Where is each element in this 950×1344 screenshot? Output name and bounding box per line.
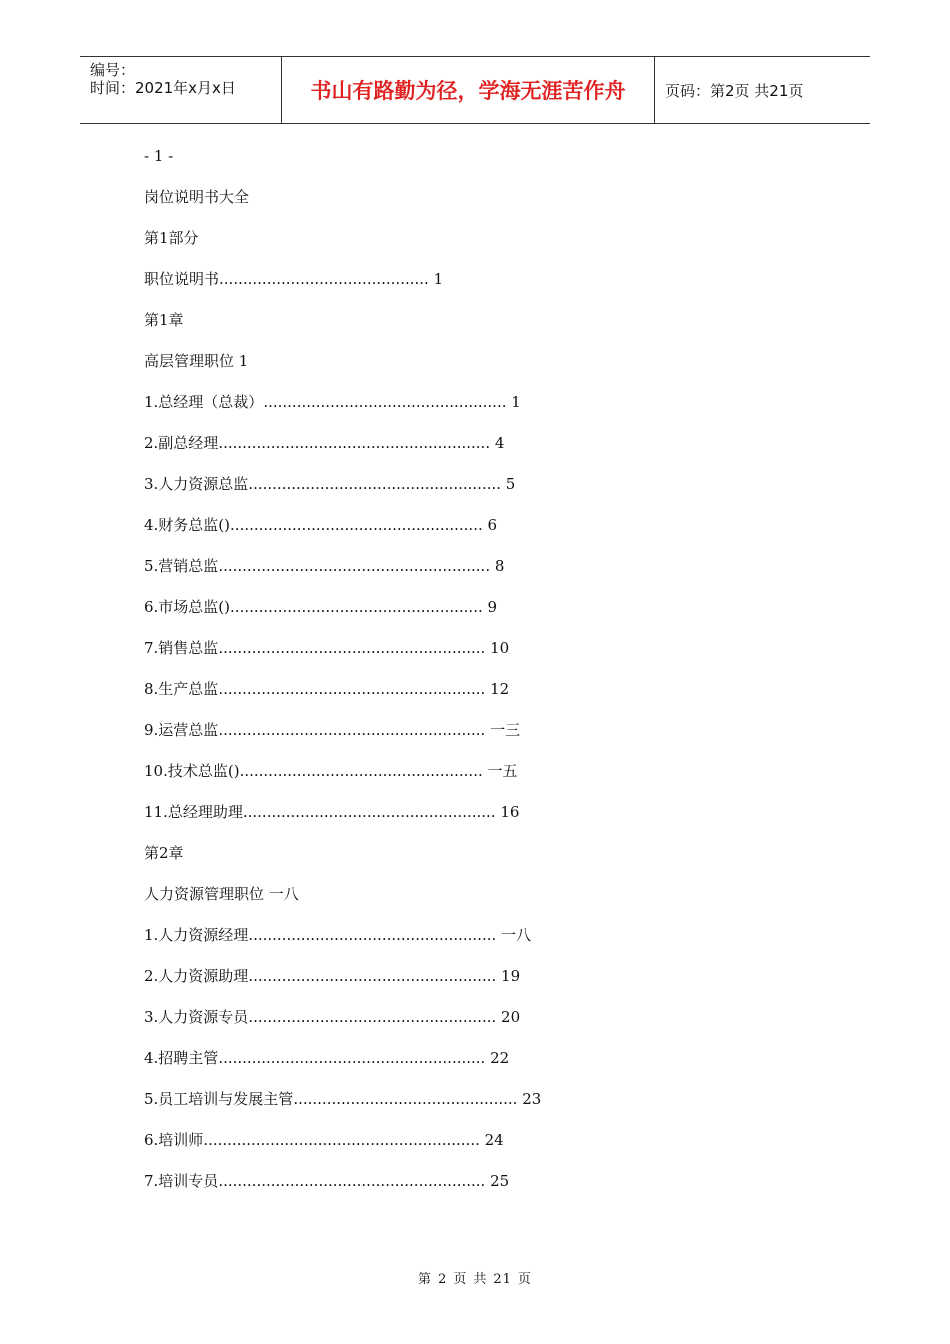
footer-total: 21 — [493, 1272, 512, 1287]
toc-text: 第1部分 — [144, 229, 199, 247]
number-label: 编号： — [90, 61, 136, 79]
footer-di: 第 — [418, 1272, 433, 1287]
toc-text: 第2章 — [144, 844, 184, 862]
toc-line — [144, 757, 794, 798]
toc-dots: .................................................... — [248, 1008, 497, 1026]
toc-page: 24 — [479, 1131, 504, 1149]
toc-text: 1.人力资源经理 — [144, 926, 249, 944]
toc-page: 20 — [496, 1008, 521, 1026]
toc-text: 10.技术总监() — [144, 762, 240, 780]
header-motto: 书山有路勤为径，学海无涯苦作舟 — [282, 57, 655, 123]
toc-dots: ..................................................... — [230, 598, 483, 616]
toc-text: - 1 - — [144, 147, 174, 165]
toc-line — [144, 716, 794, 757]
toc-page: 8 — [490, 557, 505, 575]
toc-line — [144, 1085, 794, 1126]
toc-line — [144, 224, 794, 265]
toc-page: 一三 — [485, 721, 521, 739]
toc-dots: ........................................................ — [218, 1049, 486, 1067]
toc-text: 人力资源管理职位 一八 — [144, 885, 299, 903]
toc-page: 23 — [517, 1090, 542, 1108]
toc-text: 岗位说明书大全 — [144, 188, 250, 206]
footer-page-number: 2 — [438, 1272, 448, 1287]
toc-line — [144, 429, 794, 470]
toc-dots: ..................................................... — [242, 803, 496, 821]
toc-page: 一八 — [496, 926, 532, 944]
toc-text: 5.员工培训与发展主管 — [144, 1090, 294, 1108]
toc-text: 2.副总经理 — [144, 434, 219, 452]
toc-page: 5 — [501, 475, 516, 493]
toc-line — [144, 511, 794, 552]
toc-line — [144, 1044, 794, 1085]
toc-dots: ......................................................... — [218, 557, 491, 575]
toc-text: 11.总经理助理 — [144, 803, 243, 821]
toc-dots: ........................................................ — [218, 1172, 486, 1190]
toc-text: 1.总经理（总裁） — [144, 393, 264, 411]
toc-dots: ........................................................ — [218, 639, 486, 657]
toc-line — [144, 388, 794, 429]
toc-page: 4 — [490, 434, 505, 452]
toc-page: 1 — [428, 270, 444, 288]
document-header — [80, 56, 870, 124]
toc-line — [144, 265, 794, 306]
toc-text: 3.人力资源总监 — [144, 475, 249, 493]
toc-text: 9.运营总监 — [144, 721, 219, 739]
toc-line — [144, 142, 794, 183]
toc-line — [144, 839, 794, 880]
toc-text: 4.招聘主管 — [144, 1049, 219, 1067]
page-footer — [0, 1268, 950, 1287]
toc-text: 第1章 — [144, 311, 184, 329]
toc-text: 3.人力资源专员 — [144, 1008, 249, 1026]
toc-dots: ................................................... — [263, 393, 507, 411]
header-meta — [80, 57, 282, 123]
toc-text: 高层管理职位 1 — [144, 352, 249, 370]
footer-ye: 页 — [453, 1272, 468, 1287]
toc-text: 4.财务总监() — [144, 516, 231, 534]
toc-text: 6.培训师 — [144, 1131, 204, 1149]
toc-text: 7.培训专员 — [144, 1172, 219, 1190]
toc-line — [144, 880, 794, 921]
toc-line — [144, 675, 794, 716]
toc-line — [144, 306, 794, 347]
toc-text: 6.市场总监() — [144, 598, 231, 616]
toc-text: 8.生产总监 — [144, 680, 219, 698]
toc-dots: .................................................... — [248, 926, 497, 944]
toc-line — [144, 1167, 794, 1208]
toc-page: 1 — [506, 393, 521, 411]
toc-page: 16 — [495, 803, 520, 821]
toc-page: 6 — [482, 516, 498, 534]
toc-dots: ................................................... — [239, 762, 483, 780]
header-page-info: 页码：第2页 共21页 — [665, 81, 804, 100]
toc-line — [144, 552, 794, 593]
toc-dots: ........................................................ — [218, 680, 486, 698]
toc-line — [144, 347, 794, 388]
toc-line — [144, 1126, 794, 1167]
toc-page: 一五 — [482, 762, 518, 780]
toc-text: 7.销售总监 — [144, 639, 219, 657]
footer-ye-2: 页 — [517, 1272, 532, 1287]
toc-page: 22 — [485, 1049, 510, 1067]
toc-page: 12 — [485, 680, 510, 698]
toc-dots: ............................................ — [219, 270, 429, 288]
toc-line — [144, 962, 794, 1003]
toc-page: 25 — [485, 1172, 510, 1190]
time-label: 时间：2021年x月x日 — [90, 79, 236, 97]
toc-page: 9 — [482, 598, 498, 616]
toc-line — [144, 470, 794, 511]
toc-text: 5.营销总监 — [144, 557, 219, 575]
toc-dots: .................................................... — [248, 967, 497, 985]
toc-dots: ............................................... — [293, 1090, 518, 1108]
toc-text: 职位说明书 — [144, 270, 220, 288]
toc-page: 19 — [496, 967, 521, 985]
toc-line — [144, 183, 794, 224]
toc-line — [144, 634, 794, 675]
table-of-contents — [144, 142, 794, 1208]
toc-text: 2.人力资源助理 — [144, 967, 249, 985]
toc-line — [144, 921, 794, 962]
toc-line — [144, 593, 794, 634]
toc-line — [144, 1003, 794, 1044]
toc-dots: ..................................................... — [230, 516, 483, 534]
toc-dots: ......................................................... — [218, 434, 491, 452]
toc-line — [144, 798, 794, 839]
toc-dots: ........................................................ — [218, 721, 486, 739]
toc-page: 10 — [485, 639, 510, 657]
footer-gong: 共 — [473, 1272, 488, 1287]
toc-dots: .......................................................... — [203, 1131, 480, 1149]
toc-dots: ..................................................... — [248, 475, 502, 493]
